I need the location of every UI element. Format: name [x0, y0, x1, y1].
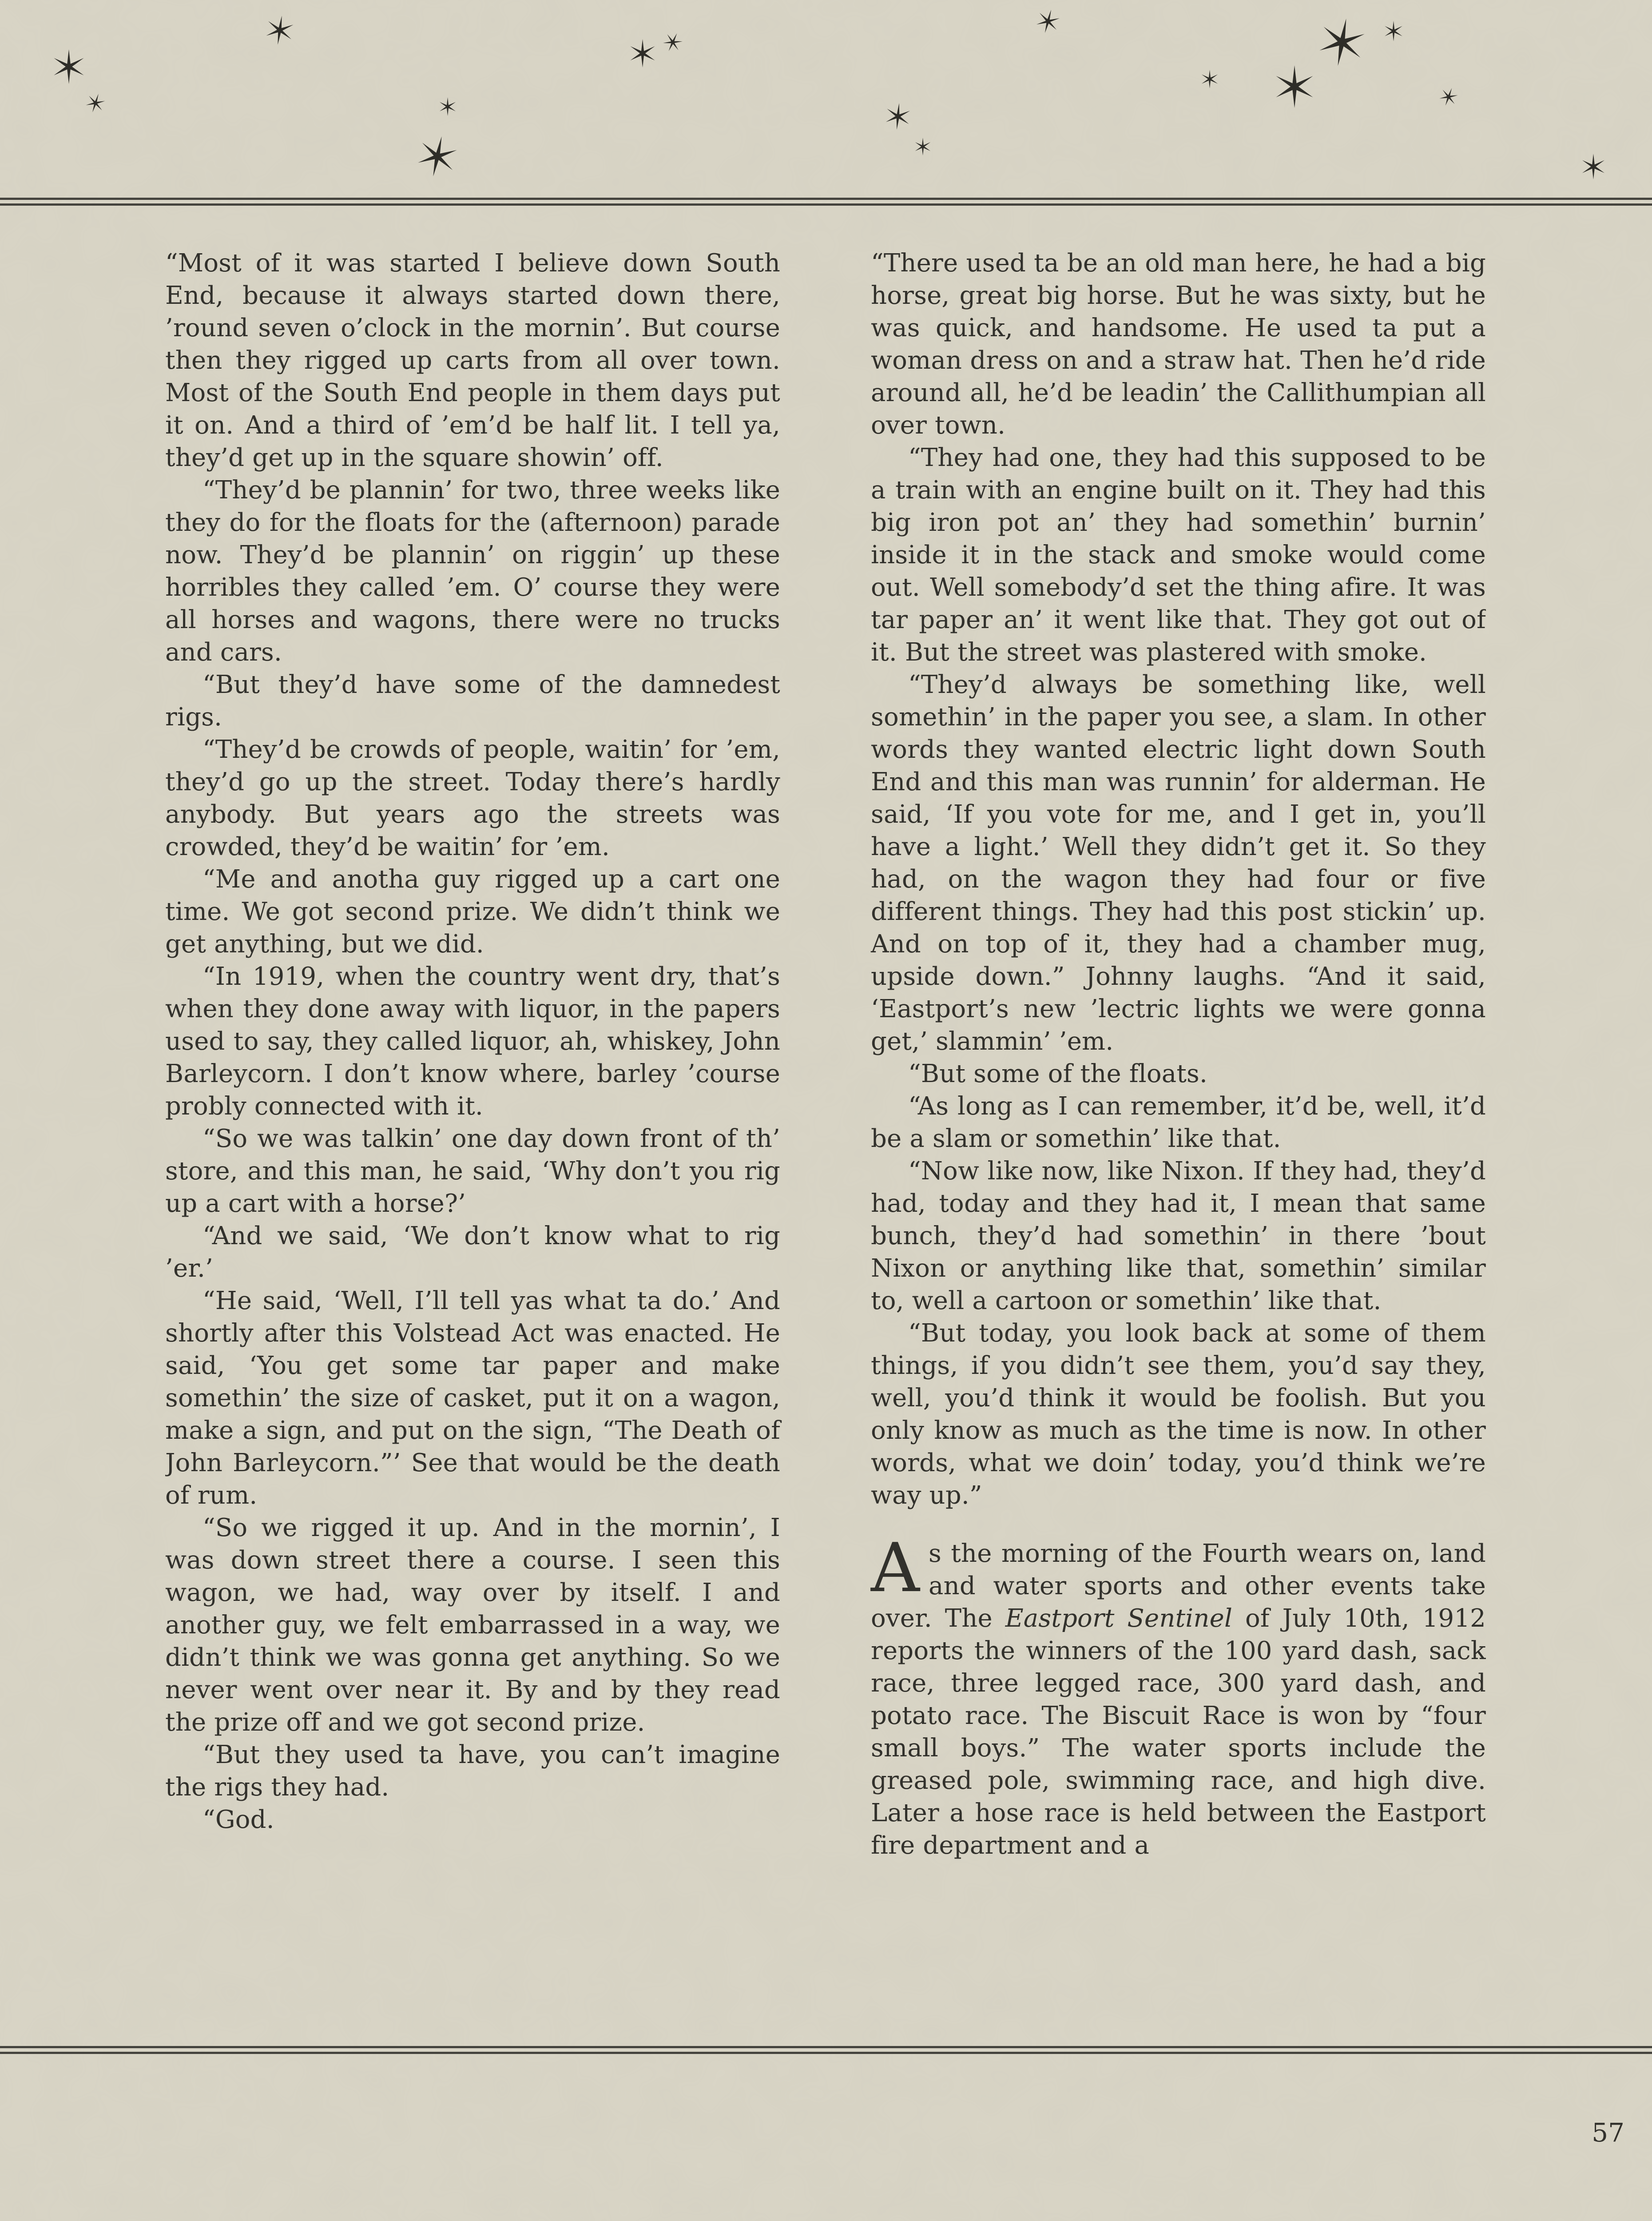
paragraph [165, 1285, 780, 1512]
paragraph [871, 1317, 1486, 1512]
paragraph [165, 1122, 780, 1220]
text-run: “They’d be plannin’ for two, three weeks like they do for the floats for the (afternoon) parade now. They’d be plannin’ on riggin’ up these horribles they called ’em. O’ course they were all horses and wagons, there were no trucks and cars. [165, 476, 780, 667]
star-icon [413, 132, 461, 180]
star-icon [883, 102, 912, 131]
star-icon [660, 29, 686, 55]
paragraph [165, 1803, 780, 1836]
bottom-double-rule [0, 2046, 1652, 2054]
star-decoration-band [0, 0, 1652, 200]
paragraph [165, 960, 780, 1122]
paragraph [165, 1739, 780, 1803]
paragraph [871, 1528, 1486, 1862]
italic-publication-title: Eastport Sentinel [1005, 1604, 1233, 1633]
star-icon [52, 49, 86, 84]
paragraph [165, 733, 780, 863]
paragraph [871, 442, 1486, 669]
text-run: “He said, ‘Well, I’ll tell yas what ta do.’ And shortly after this Volstead Act was enacted. He said, ‘You get some tar paper and make somethin’ the size of casket, put it on a wagon, make a sign, and put on the sign, “The Death of John Barleycorn.”’ See that would be the death of rum. [165, 1286, 780, 1510]
paragraph [165, 863, 780, 960]
star-icon [438, 97, 457, 116]
text-run: “God. [203, 1805, 274, 1834]
text-run: “But they used ta have, you can’t imagine the rigs they had. [165, 1740, 780, 1802]
text-run: “As long as I can remember, it’d be, well, it’d be a slam or somethin’ like that. [871, 1092, 1486, 1153]
text-run: “They’d be crowds of people, waitin’ for ’em, they’d go up the street. Today there’s hardly anybody. But years ago the streets was crowded, they’d be waitin’ for ’em. [165, 735, 780, 861]
text-run: “But they’d have some of the damnedest rigs. [165, 670, 780, 732]
left-column [165, 247, 780, 2044]
text-run: “But some of the floats. [908, 1059, 1207, 1088]
page-number: 57 [1592, 2118, 1624, 2148]
paragraph [871, 247, 1486, 442]
paragraph [165, 1220, 780, 1285]
text-run: “In 1919, when the country went dry, that’s when they done away with liquor, in the papers used to say, they called liquor, ah, whiskey, John Barleycorn. I don’t know where, barley ’course probly connected with it. [165, 962, 780, 1121]
paragraph [165, 1512, 780, 1739]
text-run: of July 10th, 1912 reports the winners of the 100 yard dash, sack race, three legged race, 300 yard dash, and potato race. The Biscuit Race is won by “four small boys.” The water sports include the greased pole, swimming race, and high dive. Later a hose race is held between the Eastport fire department and a [871, 1604, 1486, 1860]
paragraph [871, 1058, 1486, 1090]
paragraph [165, 247, 780, 474]
paragraph [165, 669, 780, 733]
text-run: “They had one, they had this supposed to be a train with an engine built on it. They had this big iron pot an’ they had somethin’ burnin’ inside it in the stack and smoke would come out. Well somebody’d set the thing afire. It was tar paper an’ it went like that. They got out of it. But the street was plastered with smoke. [871, 443, 1486, 667]
star-icon [1200, 70, 1219, 88]
star-icon [1383, 21, 1404, 41]
article-body [165, 247, 1486, 2044]
star-icon [263, 14, 297, 47]
text-run: “And we said, ‘We don’t know what to rig ’er.’ [165, 1222, 780, 1283]
text-run: “So we rigged it up. And in the mornin’, I was down street there a course. I seen this wagon, we had, way over by itself. I and another guy, we felt embarrassed in a way, we didn’t think we was gonna get anything. So we never went over near it. By and by they read the prize off and we got second prize. [165, 1513, 780, 1737]
text-run: “They’d always be something like, well somethin’ in the paper you see, a slam. In other words they wanted electric light down South End and this man was runnin’ for alderman. He said, ‘If you vote for me, and I get in, you’ll have a light.’ Well they didn’t get it. So they had, on the wagon they had four or five different things. They had this post stickin’ up. And on top of it, they had a chamber mug, upside down.” Johnny laughs. “And it said, ‘Eastport’s new ’lectric lights we were gonna get,’ slammin’ ’em. [871, 670, 1486, 1056]
text-run: “So we was talkin’ one day down front of th’ store, and this man, he said, ‘Why don’t you rig up a cart with a horse?’ [165, 1124, 780, 1218]
paragraph [871, 1155, 1486, 1317]
top-double-rule [0, 198, 1652, 206]
paragraph [871, 1090, 1486, 1155]
paragraph [871, 669, 1486, 1058]
text-run: s the morning of the Fourth wears on, land and water sports and other events take over. The [871, 1539, 1486, 1633]
text-run: “Most of it was started I believe down South End, because it always started down there, ’round seven o’clock in the mornin’. But course then they rigged up carts from all over town. Most of the South End people in them days put it on. And a third of ’em’d be half lit. I tell ya, they’d get up in the square showin’ off. [165, 249, 780, 472]
star-icon [1314, 14, 1370, 70]
right-column [871, 247, 1486, 2044]
text-run: “There used ta be an old man here, he had a big horse, great big horse. But he was sixty, but he was quick, and handsome. He used ta put a woman dress on and a straw hat. Then he’d ride around all, he’d be leadin’ the Callithumpian all over town. [871, 249, 1486, 440]
star-icon [1581, 154, 1606, 179]
star-icon [83, 91, 107, 115]
star-icon [628, 39, 657, 68]
text-run: “Me and anotha guy rigged up a cart one time. We got second prize. We didn’t think we get anything, but we did. [165, 865, 780, 959]
star-icon [1273, 65, 1316, 108]
paragraph [165, 474, 780, 669]
star-icon [1033, 7, 1063, 36]
star-icon [914, 138, 932, 155]
text-run: “Now like now, like Nixon. If they had, they’d had, today and they had it, I mean that same bunch, they’d had somethin’ in there ’bout Nixon or anything like that, somethin’ similar to, well a cartoon or somethin’ like that. [871, 1157, 1486, 1315]
dropcap-letter: A [871, 1528, 920, 1607]
star-icon [1437, 85, 1461, 109]
text-run: “But today, you look back at some of them things, if you didn’t see them, you’d say they, well, you’d think it would be foolish. But you only know as much as the time is now. In other words, what we doin’ today, you’d think we’re way up.” [871, 1319, 1486, 1510]
